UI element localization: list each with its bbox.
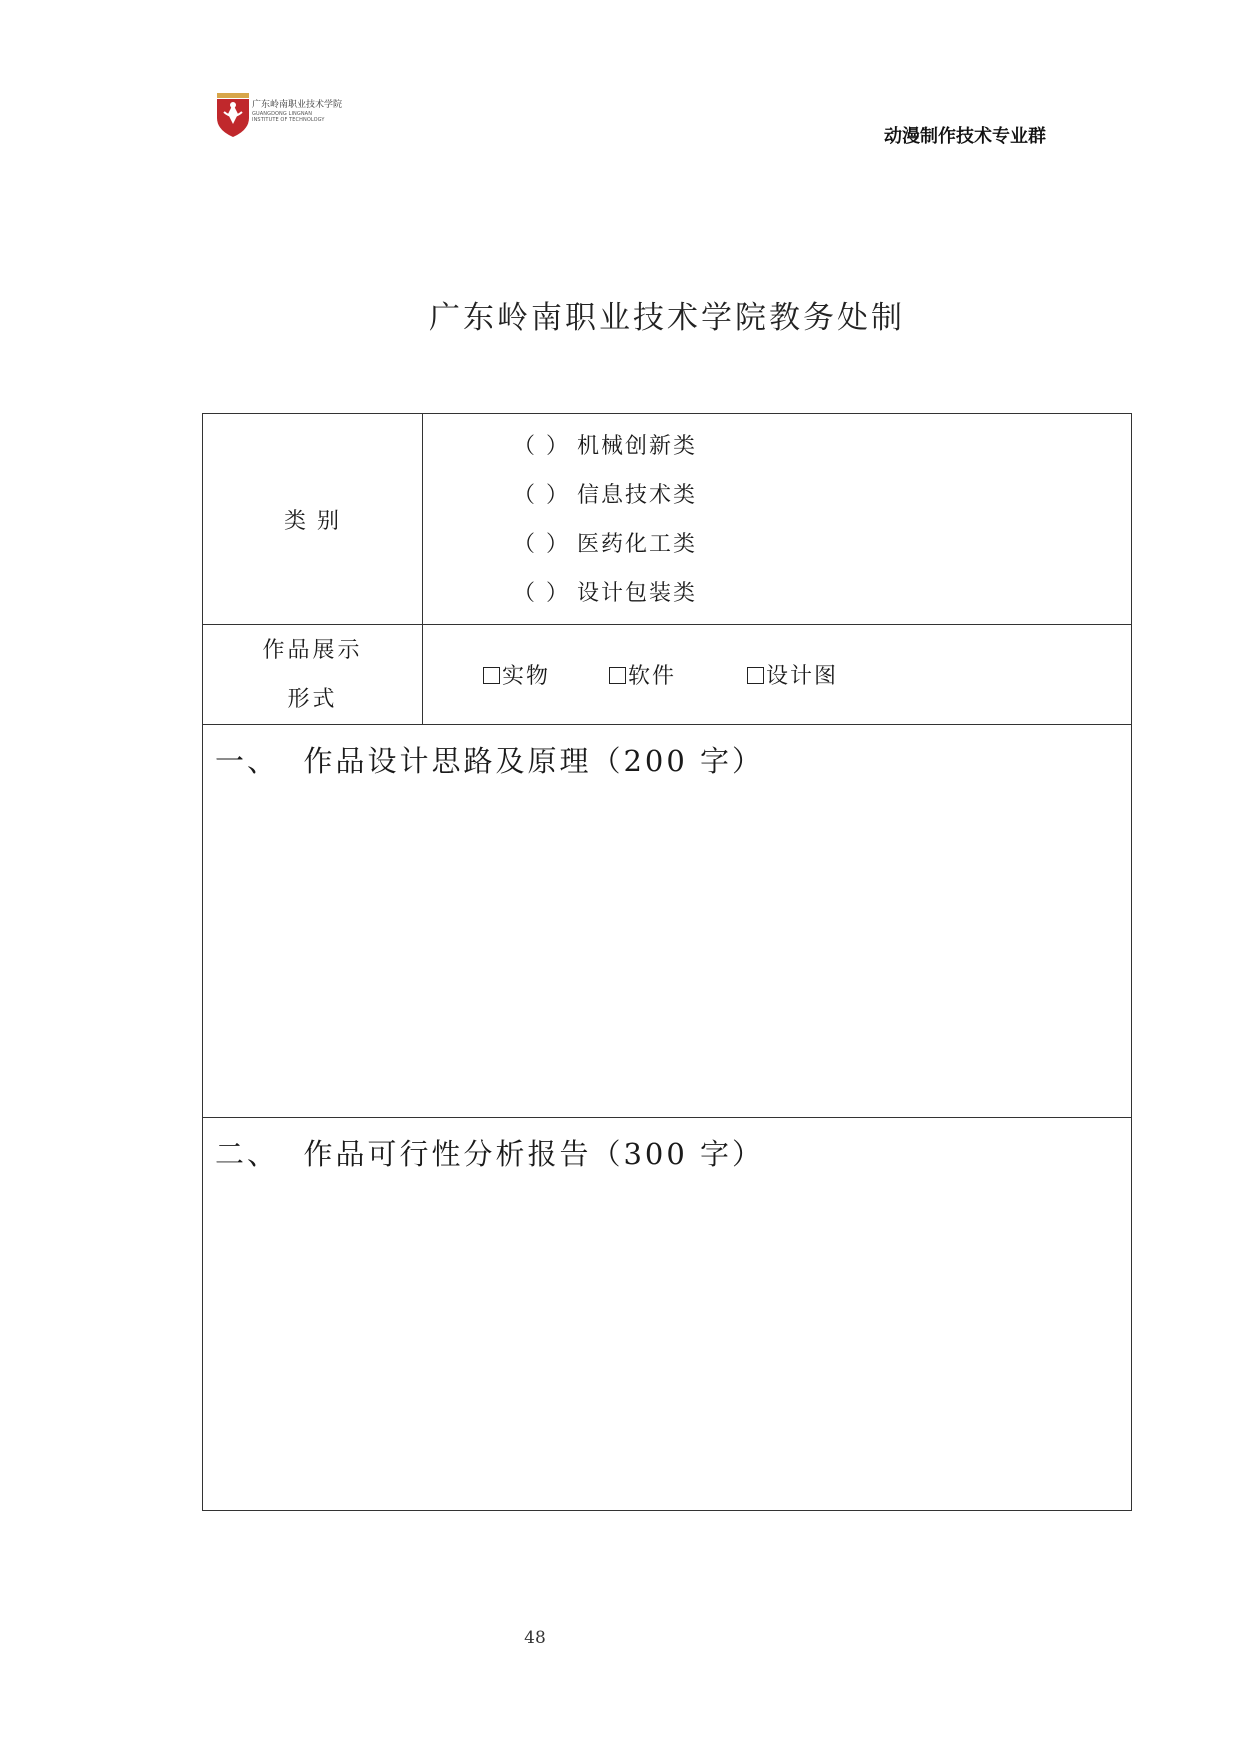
display-form-label-line2: 形式 bbox=[287, 686, 338, 712]
category-label-cell bbox=[203, 414, 423, 625]
logo-name-cn: 广东岭南职业技术学院 bbox=[252, 100, 343, 110]
display-option-label: 实物 bbox=[502, 664, 551, 689]
display-form-options bbox=[423, 659, 1131, 690]
program-group-name: 动漫制作技术专业群 bbox=[884, 126, 1046, 147]
display-option-physical[interactable] bbox=[483, 659, 609, 690]
category-option-blank[interactable]: （ ） bbox=[513, 483, 570, 508]
logo-text bbox=[252, 100, 352, 123]
display-form-row bbox=[203, 625, 1132, 725]
display-option-label: 设计图 bbox=[766, 664, 839, 689]
category-option-label: 信息技术类 bbox=[577, 483, 698, 508]
category-label: 类 别 bbox=[284, 508, 341, 534]
institute-logo bbox=[216, 92, 346, 140]
section-1-title: 作品设计思路及原理（200 字） bbox=[303, 744, 765, 778]
section-2-number: 二、 bbox=[215, 1137, 280, 1171]
checkbox-icon[interactable] bbox=[483, 667, 500, 684]
section-1-cell[interactable] bbox=[203, 725, 1132, 1118]
category-option-mechanical[interactable] bbox=[513, 422, 1131, 471]
category-option-label: 医药化工类 bbox=[577, 532, 698, 557]
display-form-label-cell bbox=[203, 625, 423, 725]
section-2-heading bbox=[215, 1132, 1131, 1173]
category-options bbox=[423, 414, 1131, 624]
category-option-label: 设计包装类 bbox=[577, 581, 698, 606]
display-form-options-cell bbox=[423, 625, 1132, 725]
category-option-blank[interactable]: （ ） bbox=[513, 581, 570, 606]
checkbox-icon[interactable] bbox=[747, 667, 764, 684]
section-2-cell[interactable] bbox=[203, 1118, 1132, 1511]
checkbox-icon[interactable] bbox=[609, 667, 626, 684]
logo-name-en-line1: GUANGDONG LINGNAN bbox=[252, 111, 313, 117]
section-1-row bbox=[203, 725, 1132, 1118]
document-title: 广东岭南职业技术学院教务处制 bbox=[429, 300, 905, 336]
logo-name-en-line2: INSTITUTE OF TECHNOLOGY bbox=[252, 117, 325, 123]
application-form-table bbox=[202, 413, 1132, 1511]
section-1-number: 一、 bbox=[215, 744, 280, 778]
section-2-row bbox=[203, 1118, 1132, 1511]
category-option-label: 机械创新类 bbox=[577, 434, 698, 459]
category-option-blank[interactable]: （ ） bbox=[513, 532, 570, 557]
institute-emblem-icon bbox=[216, 92, 250, 138]
category-options-cell bbox=[423, 414, 1132, 625]
category-row bbox=[203, 414, 1132, 625]
category-option-pharma-chem[interactable] bbox=[513, 520, 1131, 569]
display-option-design-drawing[interactable] bbox=[747, 659, 838, 690]
display-option-software[interactable] bbox=[609, 659, 747, 690]
category-option-it[interactable] bbox=[513, 471, 1131, 520]
section-1-heading bbox=[215, 739, 1131, 780]
section-2-title: 作品可行性分析报告（300 字） bbox=[303, 1137, 765, 1171]
category-option-blank[interactable]: （ ） bbox=[513, 434, 570, 459]
display-form-label-line1: 作品展示 bbox=[262, 637, 363, 663]
category-option-design-packaging[interactable] bbox=[513, 569, 1131, 618]
display-option-label: 软件 bbox=[628, 664, 677, 689]
page-number: 48 bbox=[524, 1628, 546, 1648]
